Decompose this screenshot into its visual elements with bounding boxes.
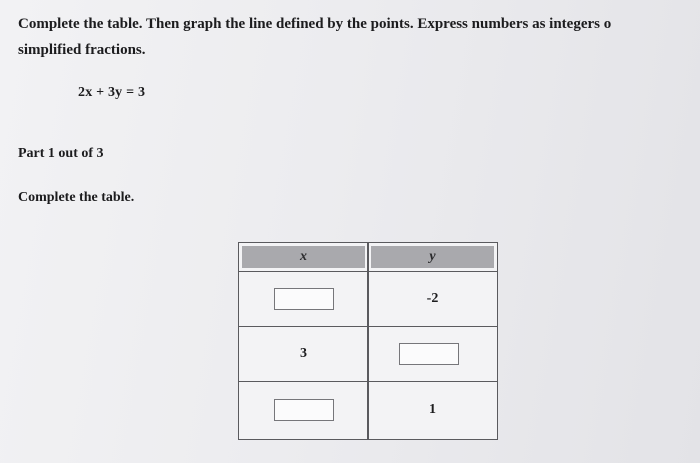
cell-x-row-1 (239, 272, 368, 326)
table-row (239, 382, 497, 437)
y-answer-input-row-2[interactable] (399, 343, 459, 365)
instructions-line-2: simplified fractions. (18, 42, 146, 58)
part-label: Part 1 out of 3 (18, 146, 104, 161)
cell-x-row-2 (239, 327, 368, 381)
x-answer-input-row-3[interactable] (274, 399, 334, 421)
cell-x-row-3 (239, 382, 368, 437)
y-value-row-3: 1 (429, 401, 436, 417)
header-y: y (371, 246, 494, 268)
instructions-line-1: Complete the table. Then graph the line defined by the points. Express numbers as integers o (18, 16, 612, 32)
table-row (239, 327, 497, 382)
instructions (18, 11, 700, 63)
equation: 2x + 3y = 3 (78, 85, 146, 100)
cell-y-row-1 (368, 272, 497, 326)
x-answer-input-row-1[interactable] (274, 288, 334, 310)
value-table (238, 242, 498, 440)
task-label: Complete the table. (18, 190, 135, 205)
cell-y-row-3 (368, 382, 497, 437)
cell-y-row-2 (368, 327, 497, 381)
table-row (239, 272, 497, 327)
header-x: x (242, 246, 365, 268)
x-value-row-2: 3 (300, 346, 307, 361)
y-value-row-1: -2 (426, 291, 439, 306)
